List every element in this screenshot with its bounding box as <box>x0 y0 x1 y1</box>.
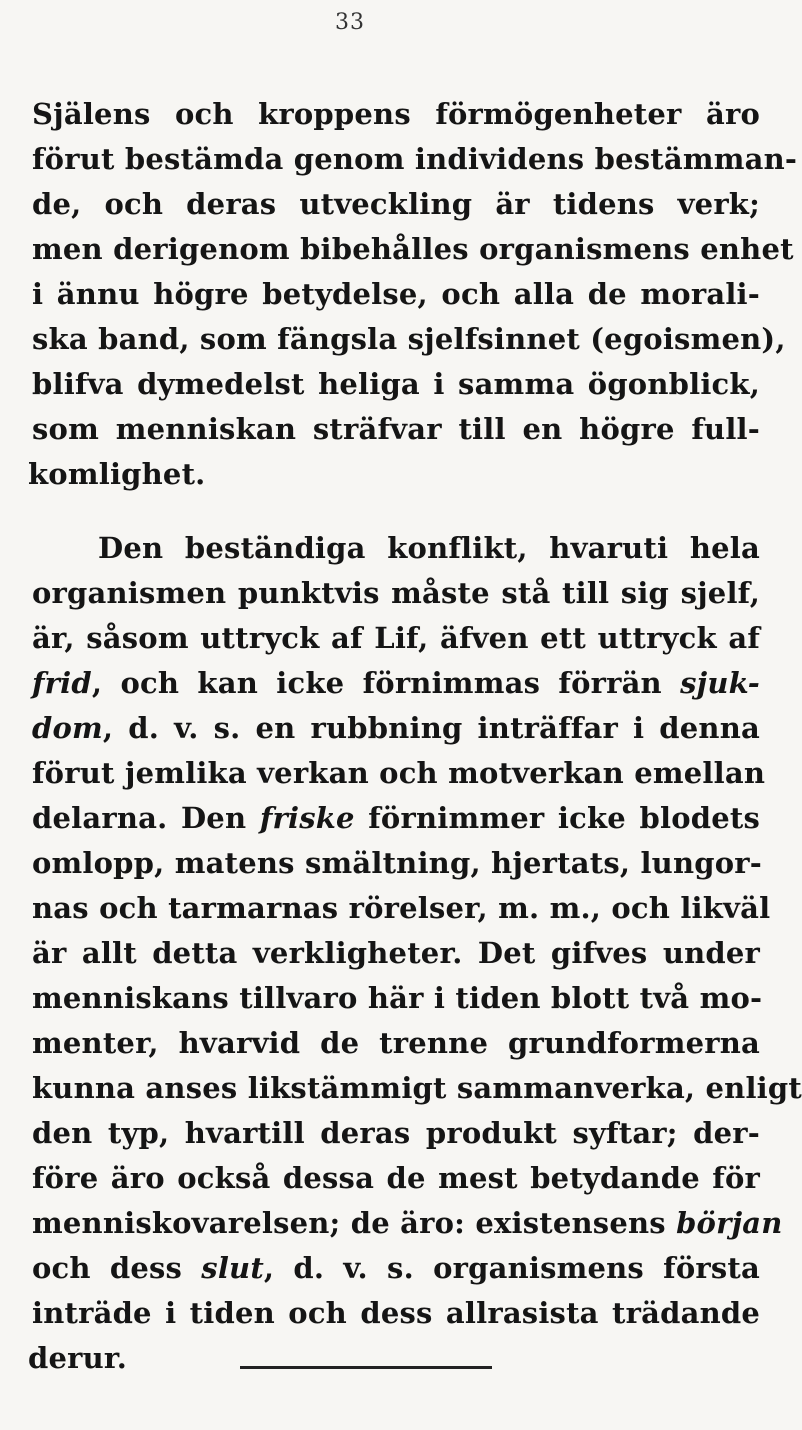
text-run: delarna. Den <box>32 801 260 835</box>
text-line: Själens och kroppens förmögenheter äro <box>32 97 760 131</box>
italic-word: sjuk- <box>680 666 760 700</box>
paragraph-1 <box>28 92 798 497</box>
text-line <box>28 796 760 841</box>
text-line: före äro också dessa de mest betydande för <box>32 1161 760 1195</box>
text-line: blifva dymedelst heliga i samma ögonblick, <box>32 367 760 401</box>
text-line: i ännu högre betydelse, och alla de morali- <box>32 277 760 311</box>
text-line <box>28 661 760 706</box>
text-line <box>28 1246 760 1291</box>
italic-word: början <box>676 1206 783 1240</box>
text-line <box>28 706 760 751</box>
page-number: 33 <box>335 10 365 35</box>
italic-word: frid <box>32 666 92 700</box>
text-line: ska band, som fängsla sjelfsinnet (egoismen), <box>32 322 786 356</box>
text-line: inträde i tiden och dess allrasista trädande <box>32 1296 760 1330</box>
text-run: förnimmer icke blodets <box>354 801 760 835</box>
text-line: derur. <box>28 1341 128 1375</box>
text-run: , d. v. s. organismens första <box>263 1251 760 1285</box>
text-line: nas och tarmarnas rörelser, m. m., och likväl <box>32 891 771 925</box>
text-line: organismen punktvis måste stå till sig sjelf, <box>32 576 760 610</box>
text-run: , och kan icke förnimmas förrän <box>91 666 681 700</box>
section-end-rule <box>240 1366 492 1369</box>
text-line: förut jemlika verkan och motverkan emellan <box>32 756 766 790</box>
text-line: Den beständiga konflikt, hvaruti hela <box>98 531 760 565</box>
text-line: omlopp, matens smältning, hjertats, lungor- <box>32 846 762 880</box>
italic-word: friske <box>259 801 355 835</box>
text-line: den typ, hvartill deras produkt syftar; der- <box>32 1116 760 1150</box>
text-line: kunna anses likstämmigt sammanverka, enligt <box>32 1071 802 1105</box>
text-line: är, såsom uttryck af Lif, äfven ett uttryck af <box>32 621 760 655</box>
text-line: förut bestämda genom individens bestämman- <box>32 142 798 176</box>
text-run: , d. v. s. en rubbning inträffar i denna <box>102 711 760 745</box>
text-line: menter, hvarvid de trenne grundformerna <box>32 1026 760 1060</box>
text-line <box>28 1201 783 1246</box>
text-line: är allt detta verkligheter. Det gifves under <box>32 936 760 970</box>
text-line: men derigenom bibehålles organismens enhet <box>32 232 794 266</box>
italic-word: slut <box>201 1251 264 1285</box>
text-line: komlighet. <box>28 457 206 491</box>
italic-word: dom <box>32 711 103 745</box>
text-line: menniskans tillvaro här i tiden blott två mo- <box>32 981 763 1015</box>
text-run: och dess <box>32 1251 202 1285</box>
text-line: de, och deras utveckling är tidens verk; <box>32 187 760 221</box>
text-line: som menniskan sträfvar till en högre full- <box>32 412 760 446</box>
paragraph-2 <box>28 526 802 1381</box>
text-run: menniskovarelsen; de äro: existensens <box>32 1206 677 1240</box>
